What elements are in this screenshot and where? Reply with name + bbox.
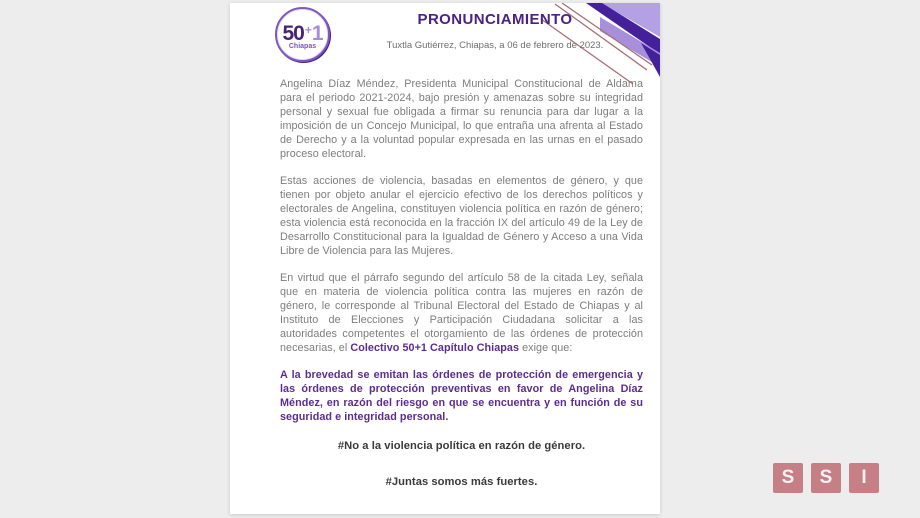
collective-name-highlight: Colectivo 50+1 Capítulo Chiapas xyxy=(350,342,520,354)
ssi-letter-s2: S xyxy=(811,463,841,493)
ssi-letter-i: I xyxy=(849,463,879,493)
collective-50plus1-logo xyxy=(275,7,330,62)
document-title: PRONUNCIAMIENTO xyxy=(417,11,573,28)
paragraph-3-lead: En virtud que el párrafo segundo del artículo 58 de la citada Ley, señala que en materia de violencia política contra las mujeres en razón de género, le corresponde al Tribunal Electoral del Estado de Chiapas y al Instituto de Elecciones y Participación Ciudadana solicitar a las autoridades competentes el otorgamiento de las órdenes de protección necesarias, el xyxy=(280,272,643,354)
ssi-watermark xyxy=(773,463,879,493)
hashtag-juntas: #Juntas somos más fuertes. xyxy=(385,476,538,488)
document-dateline: Tuxtla Gutiérrez, Chiapas, a 06 de febrero de 2023. xyxy=(386,40,604,51)
document-body xyxy=(230,63,660,489)
paragraph-3-tail: exige que: xyxy=(519,342,573,354)
logo-numbers xyxy=(282,23,322,44)
paragraph-3 xyxy=(280,271,643,355)
ssi-letter-s1: S xyxy=(773,463,803,493)
paragraph-2: Estas acciones de violencia, basadas en elementos de género, y que tienen por objeto anular el ejercicio efectivo de los derechos políticos y electorales de Angelina, constituyen violencia política en razón de género; esta violencia está reconocida en la fracción IX del artículo 49 de la Ley de Desarrollo Constitucional para la Igualdad de Género y Acceso a una Vida Libre de Violencia para las Mujeres. xyxy=(280,175,643,257)
logo-number-one: 1 xyxy=(311,21,323,45)
hashtag-no-violence: #No a la violencia política en razón de género. xyxy=(337,440,586,452)
pronouncement-document xyxy=(230,3,660,514)
paragraph-1: Angelina Díaz Méndez, Presidenta Municipal Constitucional de Aldama para el periodo 2021-2024, bajo presión y amenazas sobre su integridad personal y sexual fue obligada a firmar su renuncia para dar lugar a la imposición de un Concejo Municipal, lo que entraña una afrenta al Estado de Derecho y a la voluntad popular expresada en las urnas en el pasado proceso electoral. xyxy=(280,78,643,160)
document-header xyxy=(230,3,660,63)
logo-number-50: 50 xyxy=(282,21,304,45)
title-block xyxy=(342,11,648,51)
demand-paragraph: A la brevedad se emitan las órdenes de protección de emergencia y las órdenes de protección preventivas en favor de Angelina Díaz Méndez, en razón del riesgo en que se encuentra y en función de su seguridad e integridad personal. xyxy=(280,369,643,423)
logo-region-label: Chiapas xyxy=(288,42,317,50)
logo-plus-sign: + xyxy=(304,23,312,37)
